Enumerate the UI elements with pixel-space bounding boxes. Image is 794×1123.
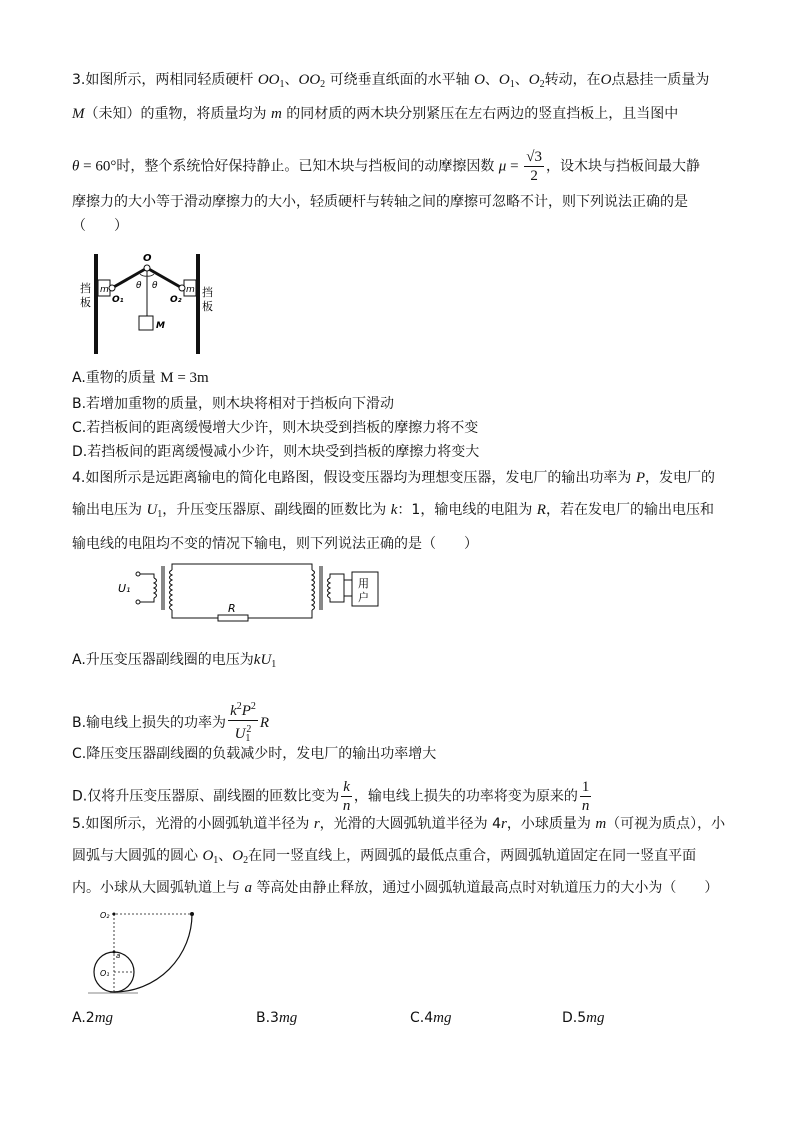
large-arc-track <box>114 914 192 992</box>
q4-line-3: 输电线的电阻均不变的情况下输电，则下列说法正确的是（ ） <box>72 536 478 552</box>
q3-line-2: M（未知）的重物，将质量均为 m 的同材质的两木块分别紧压在左右两边的竖直挡板上，且当图中 <box>72 106 679 122</box>
q5-line-2: 圆弧与大圆弧的圆心 $O_1$、$O_2$在同一竖直线上，两圆弧的最低点重合，两圆弧轨道固定在同一竖直平面 <box>72 848 697 866</box>
transmission-line-top <box>172 564 312 570</box>
label-r: R <box>228 602 236 615</box>
stepdown-secondary-coil <box>328 578 331 598</box>
terminal-top <box>136 572 140 576</box>
q5-option-c: C.4mg <box>410 1010 452 1026</box>
left-board-label-2: 板 <box>80 296 91 309</box>
q4-option-c: C.降压变压器副线圈的负载减少时，发电厂的输出功率增大 <box>72 746 437 762</box>
q5-line-1: 5.如图所示，光滑的小圆弧轨道半径为 r，光滑的大圆弧轨道半径为 4r，小球质量为 m（可视为质点），小 <box>72 816 726 832</box>
left-board-label-1: 挡 <box>80 282 91 295</box>
q3-option-d: D.若挡板间的距离缓慢减小少许，则木块受到挡板的摩擦力将变大 <box>72 444 480 460</box>
line-resistor <box>218 615 248 621</box>
one-over-n: $\frac{1}{n}$ <box>581 779 590 814</box>
rod-oo1 <box>112 268 147 288</box>
q4-circuit <box>112 560 384 630</box>
q4-line-1: 4.如图所示是远距离输电的简化电路图，假设变压器均为理想变压器，发电厂的输出功率为 P，发电厂的 <box>72 470 715 486</box>
pivot-o2 <box>179 285 185 291</box>
label-a: a <box>116 952 121 960</box>
transmission-line-bottom-left <box>172 610 218 618</box>
right-board <box>196 254 200 354</box>
theta-value: θ = 60° <box>72 158 117 175</box>
label-o1: O₁ <box>100 969 110 978</box>
label-o: O <box>143 253 152 264</box>
left-board <box>94 254 98 354</box>
loss-power-fraction: $\frac{k^2P^2}{U_1^2}$ <box>228 698 258 748</box>
user-label-2: 户 <box>358 591 369 604</box>
q5-figure <box>88 904 208 1000</box>
theta-arc-left <box>140 274 147 276</box>
q3-line-4: 摩擦力的大小等于滑动摩擦力的大小，轻质硬杆与转轴之间的摩擦可忽略不计，则下列说法正确的是 <box>72 194 688 210</box>
q3-line-3: θ = 60°时，整个系统恰好保持静止。已知木块与挡板间的动摩擦因数 μ = $\frac{√3}{2}$ ，设木块与挡板间最大静 <box>72 149 701 184</box>
pivot-o <box>144 265 150 271</box>
stepup-secondary-coil <box>170 570 173 610</box>
stepup-primary-coil <box>154 578 157 598</box>
left-block-m: m <box>100 285 109 295</box>
q5-line-3: 内。小球从大圆弧轨道上与 a 等高处由静止释放，通过小圆弧轨道最高点时对轨道压力的大小为（ ） <box>72 880 719 896</box>
q5-option-a: A.2mg <box>72 1010 114 1026</box>
theta-right: θ <box>152 281 158 291</box>
label-o1: O₁ <box>112 295 124 305</box>
q3-rod-names: $OO_1$ <box>257 72 285 90</box>
q3-line-1: 3.如图所示，两相同轻质硬杆 $OO_1$、$OO_2$ 可绕垂直纸面的水平轴 O、$O_1$、$O_2$转动，在O点悬挂一质量为 <box>72 72 710 90</box>
label-M: M <box>156 321 165 331</box>
label-u1: U₁ <box>118 582 131 595</box>
q3-figure <box>72 248 222 360</box>
q3-option-c: C.若挡板间的距离缓慢增大少许，则木块受到挡板的摩擦力将不变 <box>72 420 479 436</box>
sqrt3-over-2: $\frac{√3}{2}$ <box>526 149 543 184</box>
pivot-o1 <box>109 285 115 291</box>
right-block-m: m <box>186 285 195 295</box>
label-o2: O₂ <box>100 911 110 920</box>
stepdown-primary-coil <box>312 570 315 610</box>
right-board-label-2: 板 <box>202 300 213 313</box>
weight-block <box>139 316 153 330</box>
q4-option-d: D.仅将升压变压器原、副线圈的匝数比变为 $\frac{k}{n}$ ，输电线上损失的功率将变为原来的 $\frac{1}{n}$ <box>72 779 590 814</box>
k-over-n: $\frac{k}{n}$ <box>342 779 351 814</box>
theta-arc-right <box>147 274 154 276</box>
q4-line-2: 输出电压为 $U_1$，升压变压器原、副线圈的匝数比为 k：1，输电线的电阻为 R，若在发电厂的输出电压和 <box>72 502 714 520</box>
label-o2: O₂ <box>170 295 182 305</box>
theta-left: θ <box>136 281 142 291</box>
q4-option-a: A.升压变压器副线圈的电压为$kU_1$ <box>72 652 277 670</box>
mu-value: μ = <box>498 158 523 175</box>
user-label-1: 用 <box>358 577 369 590</box>
terminal-bottom <box>136 600 140 604</box>
right-board-label-1: 挡 <box>202 286 213 299</box>
q3-option-a: A.重物的质量 M = 3m <box>72 370 209 386</box>
ball-release-point <box>190 912 194 916</box>
q3-option-b: B.若增加重物的质量，则木块将相对于挡板向下滑动 <box>72 396 395 412</box>
transmission-line-bottom-right <box>248 610 312 618</box>
q5-option-b: B.3mg <box>256 1010 298 1026</box>
q3-answer-paren: （ ） <box>72 218 128 234</box>
q4-option-b: B.输电线上损失的功率为 $\frac{k^2P^2}{U_1^2}$ R <box>72 698 269 748</box>
q5-option-d: D.5mg <box>562 1010 605 1026</box>
